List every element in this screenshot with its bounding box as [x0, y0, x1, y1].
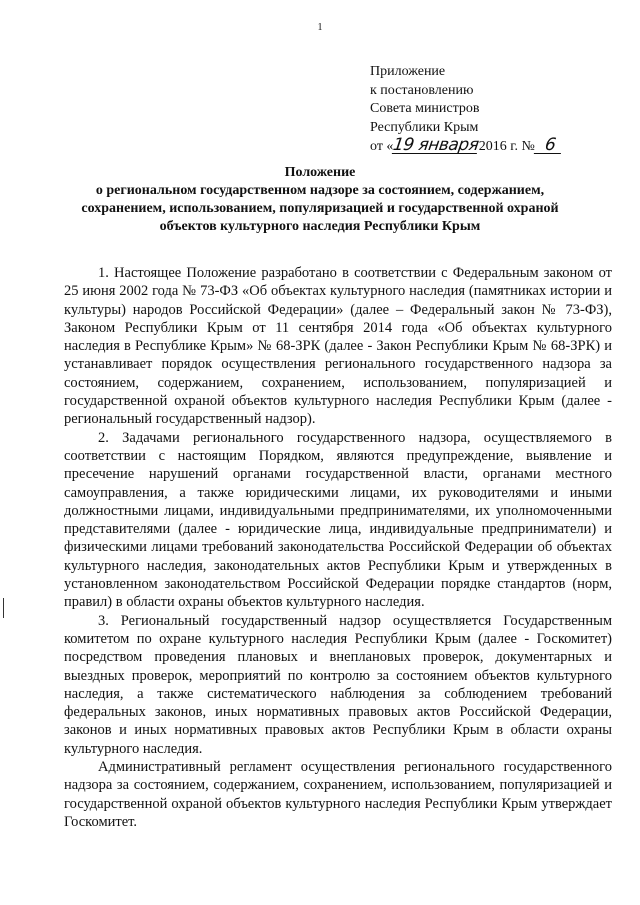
appendix-line: Приложение	[370, 64, 446, 79]
paragraph: 2. Задачами регионального государственного надзора, осуществляемого в соответствии с настоящим Порядком, являются предупреждение, выявление и пресечение нарушений органами государственной власти, органами местного самоуправления, а также юридическими лицами, их руководителями и иными должностными лицами, индивидуальными предпринимателями, их уполномоченными представителями (далее - юридические лица, индивидуальные предприниматели) и физическими лицами требований законодательства Российской Федерации об объектах культурного наследия, законодательных актов Республики Крым и утвержденных в установленном законодательством Российской Федерации порядке стандартов (норм, правил) в области охраны объектов культурного наследия.	[64, 429, 612, 611]
paragraph: 3. Региональный государственный надзор осуществляется Государственным комитетом по охране культурного наследия Республики Крым (далее - Госкомитет) посредством проведения плановых и внеплановых проверок, документарных и выездных проверок, мероприятий по контролю за состоянием объектов культурного наследия, а также систематического наблюдения за соблюдением требований федеральных законов, иных нормативных правовых актов Российской Федерации, законов и иных нормативных правовых актов Республики Крым в области охраны культурного наследия.	[64, 612, 612, 757]
margin-mark	[3, 598, 4, 618]
title-heading: Положение	[284, 165, 356, 180]
date-year: 2016 г. №	[478, 139, 535, 154]
date-prefix: от «	[370, 139, 394, 154]
document-title	[55, 164, 585, 236]
handwritten-date: 19 января	[392, 135, 481, 155]
appendix-date-line	[370, 137, 562, 157]
appendix-line: Совета министров	[370, 101, 480, 116]
appendix-line: к постановлению	[370, 82, 474, 98]
paragraph: 1. Настоящее Положение разработано в соответствии с Федеральным законом от 25 июня 2002 года № 73-ФЗ «Об объектах культурного наследия (памятниках истории и культуры) народов Российской Федерации» (далее – Федеральный закон № 73-ФЗ), Законом Республики Крым от 11 сентября 2014 года «Об объектах культурного наследия в Республике Крым» № 68-ЗРК (далее - Закон Республики Крым № 68-ЗРК) и устанавливает порядок осуществления регионального государственного надзора за состоянием, содержанием, сохранением, использованием, популяризацией и государственной охраной объектов культурного наследия Республики Крым (далее - региональный государственный надзор).	[64, 265, 612, 428]
appendix-block	[370, 63, 562, 157]
paragraph: Административный регламент осуществления регионального государственного надзора за состоянием, содержанием, сохранением, использованием, популяризацией и государственной охраной объектов культурного наследия Республики Крым утверждает Госкомитет.	[64, 759, 612, 830]
handwritten-number: 6	[534, 137, 563, 154]
page-number: 1	[317, 22, 323, 33]
appendix-line: Республики Крым	[370, 119, 479, 135]
document-body	[64, 264, 612, 831]
title-subtitle: о региональном государственном надзоре за состоянием, содержанием, сохранением, использованием, популяризацией и государственной охраной объектов культурного наследия Республики Крым	[81, 183, 559, 234]
